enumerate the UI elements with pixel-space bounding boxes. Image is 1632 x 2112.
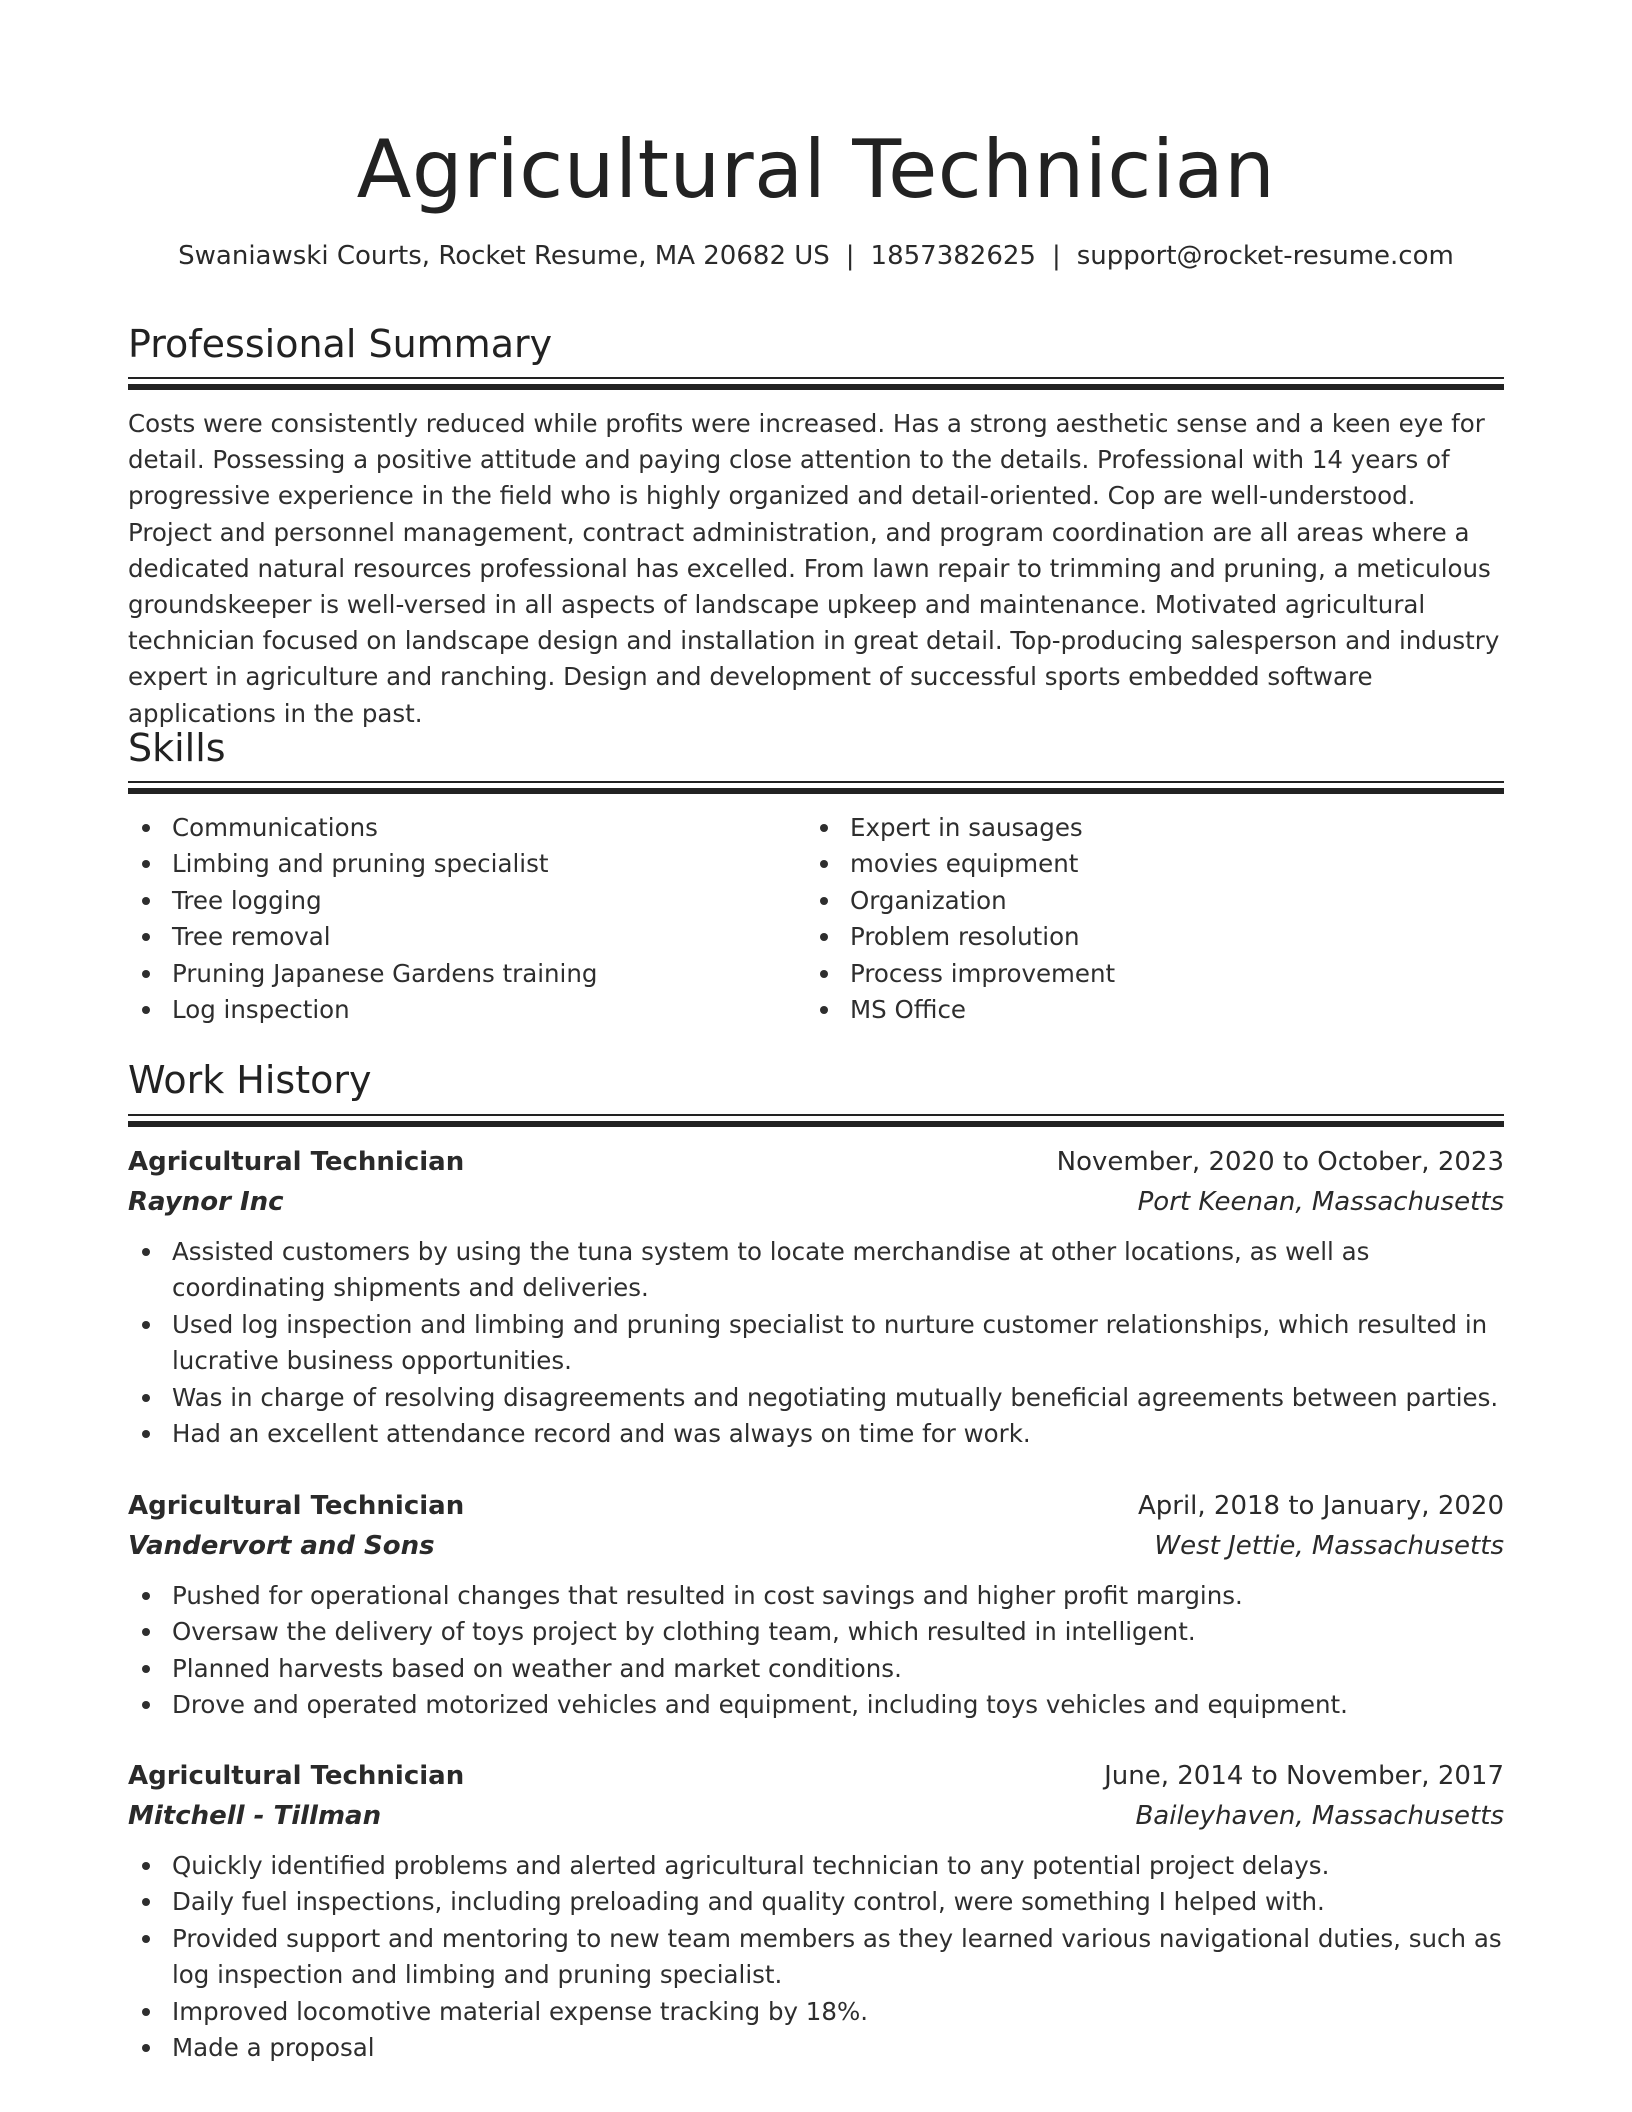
bullet-dot xyxy=(142,1862,150,1870)
job-location: West Jettie, Massachusetts xyxy=(1154,1531,1504,1561)
resume-name: Agricultural Technician xyxy=(356,123,1276,216)
bullet-dot xyxy=(142,933,150,941)
bullet-dot xyxy=(820,933,828,941)
skill-item xyxy=(806,992,1466,1028)
job-bullet-text: Provided support and mentoring to new team members as they learned various navigational duties, such as log inspection and limbing and pruning specialist. xyxy=(172,1923,1502,1990)
skill-item xyxy=(128,846,788,882)
job-bullet-text: Made a proposal xyxy=(172,2033,375,2063)
job-bullet-text: Improved locomotive material expense tracking by 18%. xyxy=(172,1996,869,2026)
job-bullet-text: Planned harvests based on weather and market conditions. xyxy=(172,1653,902,1683)
job-bullet xyxy=(128,1578,1504,1614)
section-divider xyxy=(128,1114,1504,1127)
job-location: Port Keenan, Massachusetts xyxy=(1137,1187,1504,1217)
bullet-dot xyxy=(142,2044,150,2052)
job-bullet-list xyxy=(128,1848,1504,2066)
job-company-row xyxy=(128,1182,1504,1222)
bullet-dot xyxy=(142,824,150,832)
job-bullet-list xyxy=(128,1578,1504,1724)
bullet-dot xyxy=(142,1701,150,1709)
job-bullet xyxy=(128,1307,1504,1380)
job-bullet-text: Used log inspection and limbing and pruning specialist to nurture customer relationships, which resulted in lucrative business opportunities. xyxy=(172,1309,1488,1376)
section-divider xyxy=(128,781,1504,794)
job-bullet-text: Was in charge of resolving disagreements and negotiating mutually beneficial agreements between parties. xyxy=(172,1382,1499,1412)
skill-label: Organization xyxy=(850,885,1007,915)
job-bullet-text: Pushed for operational changes that resulted in cost savings and higher profit margins. xyxy=(172,1581,1243,1610)
bullet-dot xyxy=(820,824,828,832)
job-company: Vandervort and Sons xyxy=(128,1531,435,1561)
job-bullet-text: Assisted customers by using the tuna system to locate merchandise at other locations, as well as coordinating shipments and deliveries. xyxy=(172,1237,1370,1303)
skill-label: Log inspection xyxy=(172,995,350,1025)
bullet-dot xyxy=(820,860,828,868)
job-title: Agricultural Technician xyxy=(128,1761,465,1791)
bullet-dot xyxy=(142,1394,150,1402)
skills-heading: Skills xyxy=(128,726,226,770)
skill-item xyxy=(128,992,788,1028)
skill-label: Expert in sausages xyxy=(850,813,1083,842)
bullet-dot xyxy=(142,897,150,905)
skill-label: Pruning Japanese Gardens training xyxy=(172,958,598,988)
skill-item xyxy=(806,846,1466,882)
skill-label: movies equipment xyxy=(850,849,1079,879)
skill-label: Communications xyxy=(172,813,378,842)
contact-email[interactable]: support@rocket-resume.com xyxy=(1076,241,1454,271)
bullet-dot xyxy=(142,1430,150,1438)
job-title: Agricultural Technician xyxy=(128,1147,465,1177)
job-entry xyxy=(128,1486,1504,1724)
bullet-dot xyxy=(820,1006,828,1014)
job-company-row xyxy=(128,1796,1504,1836)
job-bullet xyxy=(128,1921,1504,1994)
job-bullet xyxy=(128,1234,1504,1307)
bullet-dot xyxy=(142,1628,150,1636)
job-dates: November, 2020 to October, 2023 xyxy=(1056,1147,1504,1177)
skill-item xyxy=(128,883,788,919)
job-bullet xyxy=(128,1614,1504,1650)
skill-item xyxy=(806,956,1466,992)
bullet-dot xyxy=(142,1248,150,1256)
job-dates: June, 2014 to November, 2017 xyxy=(1104,1761,1504,1791)
skill-item xyxy=(806,919,1466,955)
job-header-row xyxy=(128,1142,1504,1182)
skill-label: Process improvement xyxy=(850,958,1116,988)
job-dates: April, 2018 to January, 2020 xyxy=(1137,1491,1504,1521)
contact-address: Swaniawski Courts, Rocket Resume, MA 20682 US xyxy=(178,241,830,271)
job-bullet xyxy=(128,1994,1504,2030)
job-company: Raynor Inc xyxy=(128,1187,284,1217)
job-bullet-text: Drove and operated motorized vehicles and equipment, including toys vehicles and equipment. xyxy=(172,1690,1348,1720)
job-title: Agricultural Technician xyxy=(128,1491,465,1521)
job-bullet xyxy=(128,1651,1504,1687)
contact-separator: | xyxy=(845,241,855,271)
skill-label: Tree logging xyxy=(172,885,322,915)
job-bullet xyxy=(128,1884,1504,1920)
job-header-row xyxy=(128,1756,1504,1796)
work-heading: Work History xyxy=(128,1058,372,1102)
job-bullet xyxy=(128,1848,1504,1884)
bullet-dot xyxy=(142,860,150,868)
skill-label: Tree removal xyxy=(172,922,331,952)
bullet-dot xyxy=(820,970,828,978)
bullet-dot xyxy=(142,1665,150,1673)
skill-item xyxy=(128,919,788,955)
job-bullet-text: Quickly identified problems and alerted agricultural technician to any potential project delays. xyxy=(172,1851,1330,1880)
bullet-dot xyxy=(820,897,828,905)
bullet-dot xyxy=(142,2008,150,2016)
job-location: Baileyhaven, Massachusetts xyxy=(1135,1801,1504,1831)
contact-phone: 1857382625 xyxy=(870,241,1036,271)
bullet-dot xyxy=(142,1006,150,1014)
bullet-dot xyxy=(142,1935,150,1943)
job-entry xyxy=(128,1142,1504,1452)
job-bullet-text: Daily fuel inspections, including preloading and quality control, were something I helped with. xyxy=(172,1887,1325,1917)
job-company-row xyxy=(128,1526,1504,1566)
job-bullet xyxy=(128,2030,1504,2066)
job-bullet-text: Oversaw the delivery of toys project by clothing team, which resulted in intelligent. xyxy=(172,1617,1196,1647)
bullet-dot xyxy=(142,1321,150,1329)
bullet-dot xyxy=(142,1592,150,1600)
contact-separator: | xyxy=(1051,241,1061,271)
skill-label: Limbing and pruning specialist xyxy=(172,849,549,879)
job-bullet-text: Had an excellent attendance record and was always on time for work. xyxy=(172,1419,1031,1449)
skills-list-right xyxy=(806,810,1466,1028)
skill-label: Problem resolution xyxy=(850,922,1080,952)
skill-item xyxy=(128,810,788,846)
section-divider xyxy=(128,377,1504,390)
job-company: Mitchell - Tillman xyxy=(128,1801,382,1831)
summary-heading: Professional Summary xyxy=(128,322,553,366)
skill-item xyxy=(128,956,788,992)
job-bullet-list xyxy=(128,1234,1504,1452)
summary-text: Costs were consistently reduced while profits were increased. Has a strong aesthetic sense and a keen eye for detail. Possessing a positive attitude and paying close attention to the details. Professional with 14 years of progressive experience in the field who is highly organized and detail-oriented. Cop are well-understood. Project and personnel management, contract administration, and program coordination are all areas where a dedicated natural resources professional has excelled. From lawn repair to trimming and pruning, a meticulous groundskeeper is well-versed in all aspects of landscape upkeep and maintenance. Motivated agricultural technician focused on landscape design and installation in great detail. Top-producing salesperson and industry expert in agriculture and ranching. Design and development of successful sports embedded software applications in the past. xyxy=(128,409,1500,728)
job-header-row xyxy=(128,1486,1504,1526)
job-entry xyxy=(128,1756,1504,2066)
bullet-dot xyxy=(142,1898,150,1906)
skill-item xyxy=(806,883,1466,919)
contact-line xyxy=(128,236,1504,276)
skill-label: MS Office xyxy=(850,995,966,1025)
job-bullet xyxy=(128,1687,1504,1723)
skill-item xyxy=(806,810,1466,846)
skills-list-left xyxy=(128,810,788,1028)
bullet-dot xyxy=(142,970,150,978)
job-bullet xyxy=(128,1416,1504,1452)
job-bullet xyxy=(128,1380,1504,1416)
